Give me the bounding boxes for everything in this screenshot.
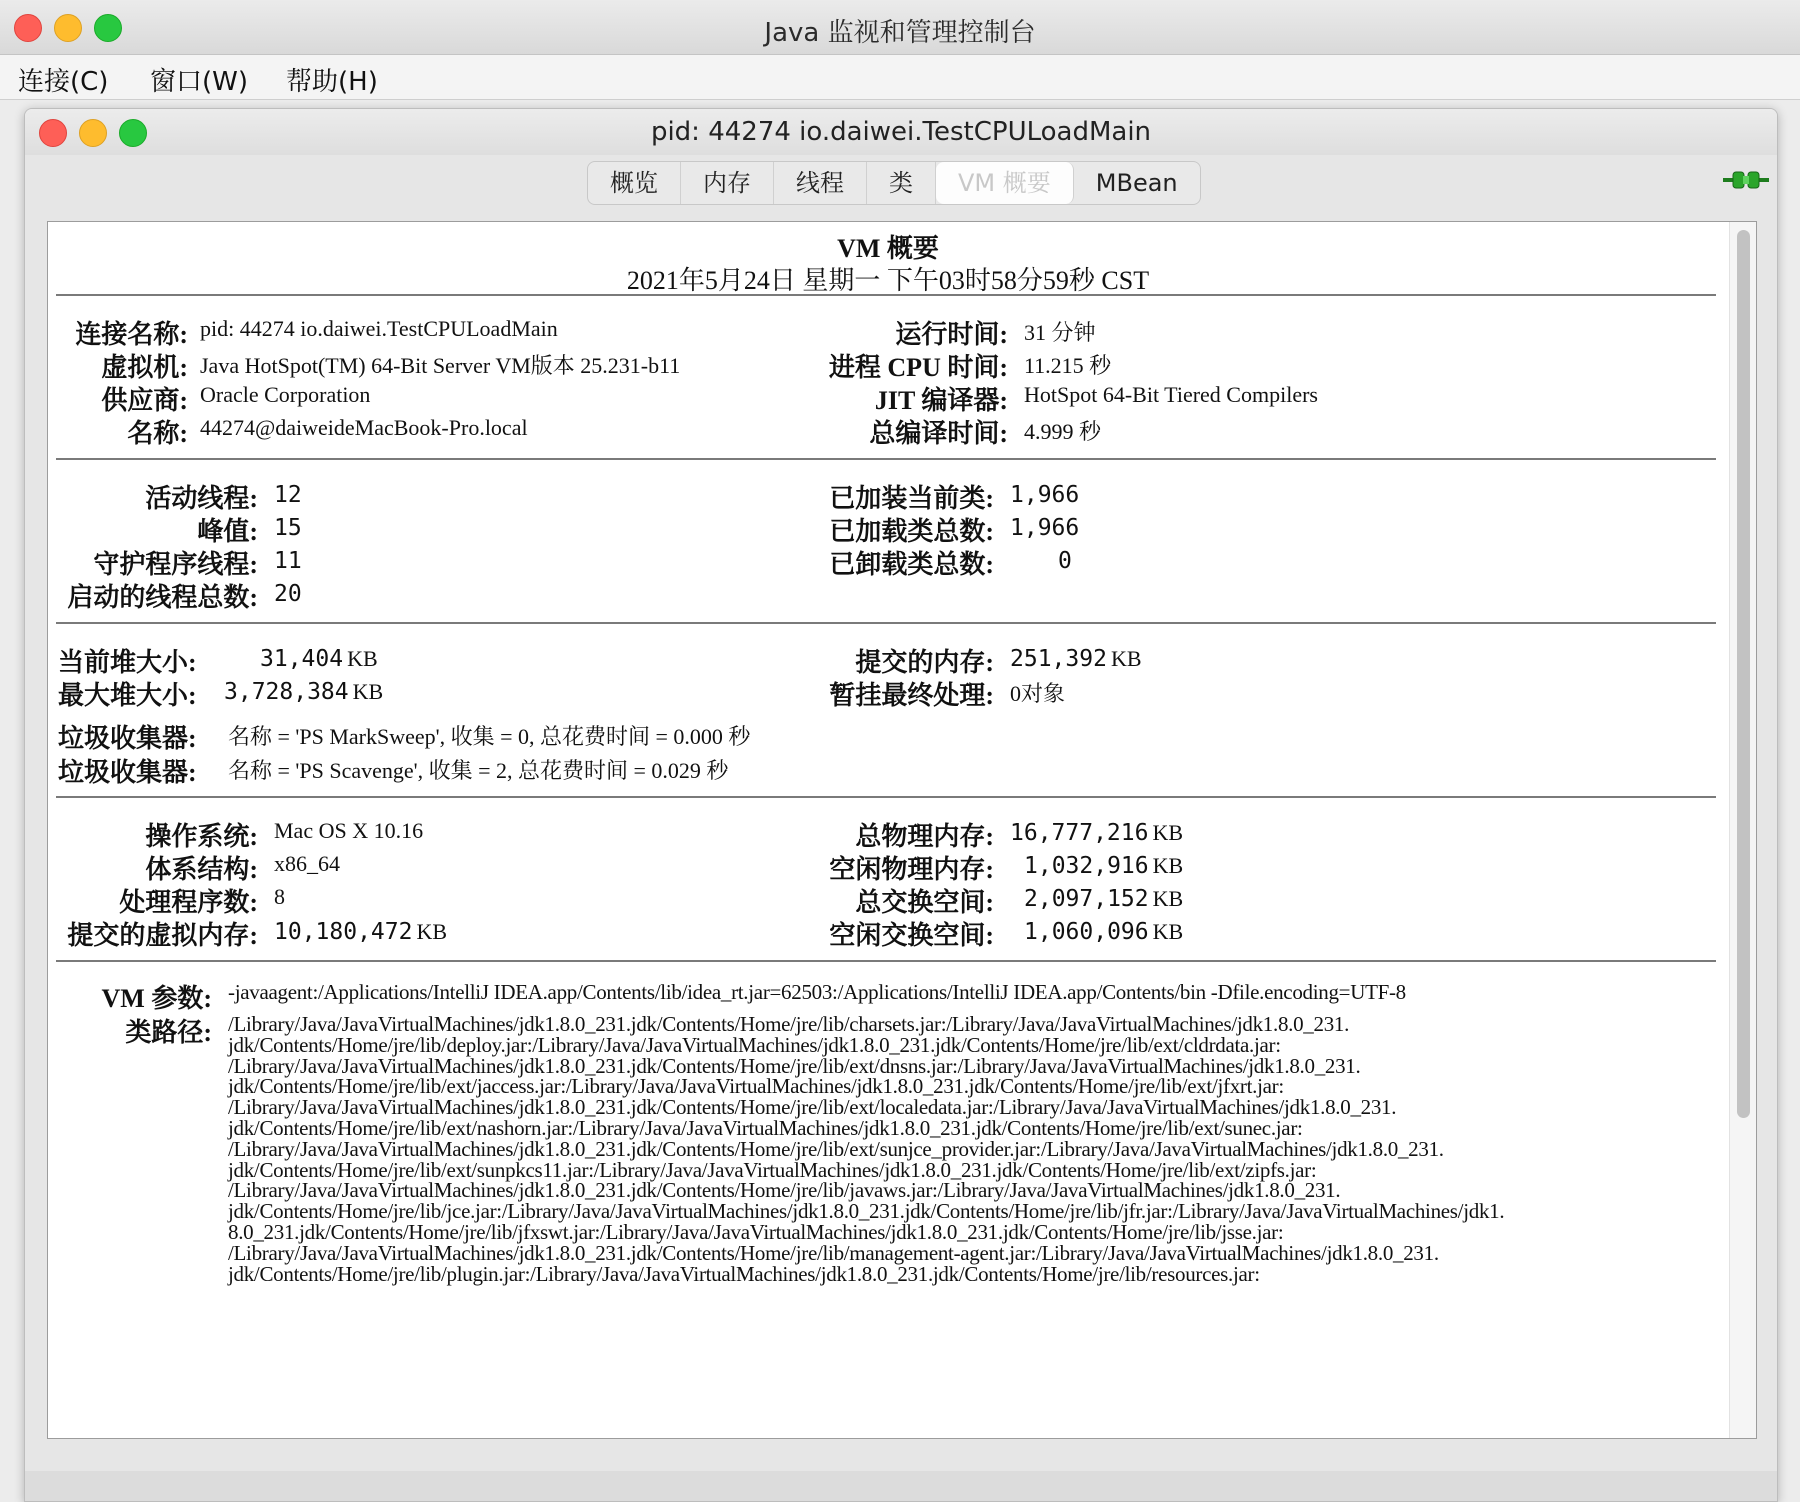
max-heap <box>224 679 383 705</box>
heap-size-value: 31,404 <box>260 646 344 672</box>
free-physical-unit: KB <box>1152 853 1184 878</box>
os-label: 操作系统: <box>145 822 258 851</box>
connection-window-title: pid: 44274 io.daiwei.TestCPULoadMain <box>650 117 1152 147</box>
summary-datetime: 2021年5月24日 星期一 下午03时58分59秒 CST <box>626 266 1150 295</box>
vm-args-label: VM 参数: <box>101 984 212 1013</box>
committed-virtual-unit: KB <box>416 919 448 944</box>
free-physical <box>1024 853 1183 879</box>
live-threads-value: 12 <box>274 482 302 508</box>
total-physical-value: 16,777,216 <box>1010 820 1149 846</box>
committed-memory-value: 251,392 <box>1010 646 1107 672</box>
divider <box>56 622 1716 624</box>
daemon-threads-label: 守护程序线程: <box>93 550 258 579</box>
gc-label: 垃圾收集器: <box>58 758 197 787</box>
app-titlebar <box>0 0 1800 55</box>
peak-threads-value: 15 <box>274 515 302 541</box>
menu-window[interactable]: 窗口(W) <box>150 67 248 97</box>
vertical-scrollbar[interactable] <box>1729 222 1756 1438</box>
committed-virtual-value: 10,180,472 <box>274 919 413 945</box>
free-physical-label: 空闲物理内存: <box>829 855 994 884</box>
vm-label: 虚拟机: <box>101 353 188 382</box>
total-swap-value: 2,097,152 <box>1024 886 1149 912</box>
total-swap <box>1024 886 1183 912</box>
divider <box>56 294 1716 296</box>
gc-label: 垃圾收集器: <box>58 724 197 753</box>
loaded-classes-label: 已加装当前类: <box>829 484 994 513</box>
free-swap-unit: KB <box>1152 919 1184 944</box>
arch-value: x86_64 <box>274 851 340 876</box>
divider <box>56 458 1716 460</box>
peak-threads-label: 峰值: <box>197 517 258 546</box>
vendor-label: 供应商: <box>101 386 188 415</box>
total-physical <box>1010 820 1183 846</box>
divider <box>56 796 1716 798</box>
connection-window-titlebar <box>25 109 1777 155</box>
processors-label: 处理程序数: <box>119 888 258 917</box>
free-swap-value: 1,060,096 <box>1024 919 1149 945</box>
tab-overview[interactable]: 概览 <box>588 162 681 204</box>
compile-time-label: 总编译时间: <box>869 419 1008 448</box>
menu-help[interactable]: 帮助(H) <box>286 67 378 97</box>
started-threads-value: 20 <box>274 581 302 607</box>
total-physical-unit: KB <box>1152 820 1184 845</box>
processors-value: 8 <box>274 884 285 909</box>
gc-marksweep-value: 名称 = 'PS MarkSweep', 收集 = 0, 总花费时间 = 0.000 秒 <box>228 724 751 749</box>
committed-memory <box>1010 646 1142 672</box>
max-heap-unit: KB <box>352 679 384 704</box>
tab-vm-summary[interactable]: VM 概要 <box>936 162 1074 204</box>
live-threads-label: 活动线程: <box>145 484 258 513</box>
classpath-value: /Library/Java/JavaVirtualMachines/jdk1.8.0_231.jdk/Contents/Home/jre/lib/charsets.jar:/Library/Java/JavaVirtualMachines/jdk1.8.0_231. jdk/Contents/Home/jre/lib/deploy.jar:/Library/Java/JavaVirtualMachines/jdk1.8.0_231.jdk/Contents/Home/jre/lib/ext/cldrdata.jar: /Library/Java/JavaVirtualMachines/jdk1.8.0_231.jdk/Contents/Home/jre/lib/ext/dnsns.jar:/Library/Java/JavaVirtualMachines/jdk1.8.0_231. jdk/Contents/Home/jre/lib/ext/jaccess.jar:/Library/Java/JavaVirtualMachines/jdk1.8.0_231.jdk/Contents/Home/jre/lib/ext/jfxrt.jar: /Library/Java/JavaVirtualMachines/jdk1.8.0_231.jdk/Contents/Home/jre/lib/ext/localedata.jar:/Library/Java/JavaVirtualMachines/jdk1.8.0_231. jdk/Contents/Home/jre/lib/ext/nashorn.jar:/Library/Java/JavaVirtualMachines/jdk1.8.0_231.jdk/Contents/Home/jre/lib/ext/sunec.jar: /Library/Java/JavaVirtualMachines/jdk1.8.0_231.jdk/Contents/Home/jre/lib/ext/sunjce_provider.jar:/Library/Java/JavaVirtualMachines/jdk1.8.0_231. jdk/Contents/Home/jre/lib/ext/sunpkcs11.jar:/Library/Java/JavaVirtualMachines/jdk1.8.0_231.jdk/Contents/Home/jre/lib/ext/zipfs.jar: /Library/Java/JavaVirtualMachines/jdk1.8.0_231.jdk/Contents/Home/jre/lib/javaws.jar:/Library/Java/JavaVirtualMachines/jdk1.8.0_231. jdk/Contents/Home/jre/lib/jce.jar:/Library/Java/JavaVirtualMachines/jdk1.8.0_231.jdk/Contents/Home/jre/lib/jfr.jar:/Library/Java/JavaVirtualMachines/jdk1. 8.0_231.jdk/Contents/Home/jre/lib/jfxswt.jar:/Library/Java/JavaVirtualMachines/jdk1.8.0_231.jdk/Contents/Home/jre/lib/jsse.jar: /Library/Java/JavaVirtualMachines/jdk1.8.0_231.jdk/Contents/Home/jre/lib/management-agent.jar:/Library/Java/JavaVirtualMachines/jdk1.8.0_231. jdk/Contents/Home/jre/lib/plugin.jar:/Library/Java/JavaVirtualMachines/jdk1.8.0_231.jdk/Contents/Home/jre/lib/resources.jar: <box>228 1012 1505 1286</box>
vm-args-value: -javaagent:/Applications/IntelliJ IDEA.app/Contents/lib/idea_rt.jar=62503:/Applications/IntelliJ IDEA.app/Contents/bin -Dfile.encoding=UTF-8 <box>228 980 1406 1004</box>
started-threads-label: 启动的线程总数: <box>67 583 258 612</box>
divider <box>56 960 1716 962</box>
connected-plug-icon[interactable] <box>1723 167 1769 193</box>
vm-value: Java HotSpot(TM) 64-Bit Server VM版本 25.231-b11 <box>200 353 681 378</box>
arch-label: 体系结构: <box>145 855 258 884</box>
jit-value: HotSpot 64-Bit Tiered Compilers <box>1024 382 1318 407</box>
heap-size-label: 当前堆大小: <box>58 648 197 677</box>
tab-mbean[interactable]: MBean <box>1095 169 1178 197</box>
gc-scavenge-value: 名称 = 'PS Scavenge', 收集 = 2, 总花费时间 = 0.029 秒 <box>228 758 729 783</box>
uptime-label: 运行时间: <box>895 320 1008 349</box>
cpu-time-label: 进程 CPU 时间: <box>828 353 1008 382</box>
committed-memory-unit: KB <box>1110 646 1142 671</box>
vendor-value: Oracle Corporation <box>200 382 371 407</box>
free-swap-label: 空闲交换空间: <box>829 921 994 950</box>
connection-name-label: 连接名称: <box>75 320 188 349</box>
cpu-time-value: 11.215 秒 <box>1024 353 1112 378</box>
os-value: Mac OS X 10.16 <box>274 818 424 843</box>
menubar <box>0 55 1800 100</box>
heap-size <box>260 646 378 672</box>
app-title: Java 监视和管理控制台 <box>764 18 1036 48</box>
connection-name-value: pid: 44274 io.daiwei.TestCPULoadMain <box>200 316 558 341</box>
loaded-classes-value: 1,966 <box>1010 482 1080 508</box>
scrollbar-thumb[interactable] <box>1737 230 1750 1118</box>
pending-finalization-label: 暂挂最终处理: <box>829 681 994 710</box>
menu-connect[interactable]: 连接(C) <box>18 67 109 97</box>
tab-bar <box>587 161 1201 205</box>
unloaded-label: 已卸载类总数: <box>829 550 994 579</box>
name-label: 名称: <box>127 419 188 448</box>
daemon-threads-value: 11 <box>274 548 302 574</box>
tab-memory[interactable]: 内存 <box>681 162 774 204</box>
total-physical-label: 总物理内存: <box>855 822 994 851</box>
name-value: 44274@daiweideMacBook-Pro.local <box>200 415 528 440</box>
total-swap-label: 总交换空间: <box>855 888 994 917</box>
uptime-value: 31 分钟 <box>1024 320 1096 345</box>
max-heap-value: 3,728,384 <box>224 679 349 705</box>
window-bottom-bar <box>25 1471 1777 1501</box>
tab-classes[interactable]: 类 <box>867 162 936 204</box>
heap-size-unit: KB <box>347 646 378 671</box>
compile-time-value: 4.999 秒 <box>1024 419 1102 444</box>
total-loaded-label: 已加载类总数: <box>829 517 994 546</box>
committed-virtual-label: 提交的虚拟内存: <box>67 921 258 950</box>
vm-summary-panel <box>47 221 1757 1439</box>
tab-threads[interactable]: 线程 <box>774 162 867 204</box>
unloaded-value: 0 <box>1058 548 1072 574</box>
pending-finalization-value: 0对象 <box>1010 681 1066 706</box>
committed-memory-label: 提交的内存: <box>855 648 994 677</box>
summary-title: VM 概要 <box>837 234 939 263</box>
max-heap-label: 最大堆大小: <box>58 681 197 710</box>
total-swap-unit: KB <box>1152 886 1184 911</box>
committed-virtual <box>274 919 447 945</box>
total-loaded-value: 1,966 <box>1010 515 1080 541</box>
connection-window <box>24 108 1778 1502</box>
free-swap <box>1024 919 1183 945</box>
classpath-label: 类路径: <box>125 1018 212 1047</box>
free-physical-value: 1,032,916 <box>1024 853 1149 879</box>
jit-label: JIT 编译器: <box>874 386 1008 415</box>
